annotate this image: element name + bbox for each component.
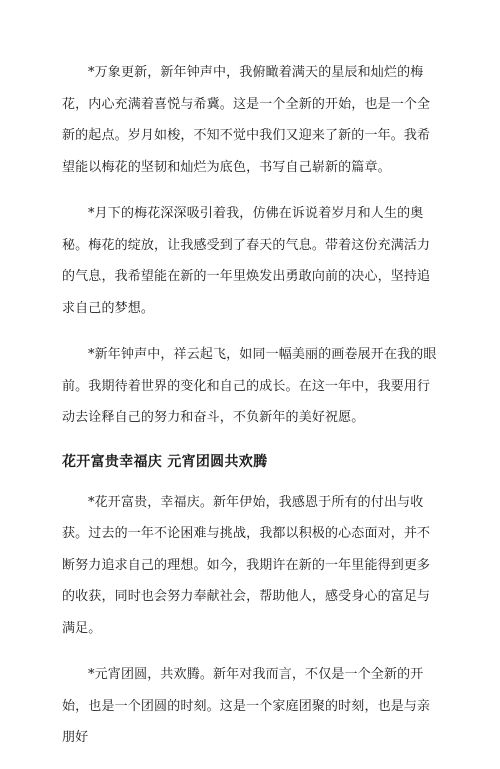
paragraph-plum-blossom: *月下的梅花深深吸引着我，仿佛在诉说着岁月和人生的奥秘。梅花的绽放，让我感受到了春天的气息。带着这份充满活力的气息，我希望能在新的一年里焕发出勇敢向前的决心，坚持追求自己的梦想。 — [62, 206, 431, 316]
section-heading: 花开富贵幸福庆 元宵团圆共欢腾 — [62, 453, 268, 470]
paragraph-lantern-reunion: *元宵团圆，共欢腾。新年对我而言，不仅是一个全新的开始，也是一个团圆的时刻。这是一个家庭团聚的时刻，也是与亲朋好 — [62, 667, 431, 745]
paragraph-prosperity: *花开富贵，幸福庆。新年伊始，我感恩于所有的付出与收获。过去的一年不论困难与挑战，我都以积极的心态面对，并不断努力追求自己的理想。如今，我期许在新的一年里能得到更多的收获，同时也会努力奉献社会，帮助他人，感受身心的富足与满足。 — [62, 494, 431, 636]
document-page — [62, 57, 438, 769]
paragraph-new-year-bells: *万象更新，新年钟声中，我俯瞰着满天的星辰和灿烂的梅花，内心充满着喜悦与希冀。这是一个全新的开始，也是一个全新的起点。岁月如梭，不知不觉中我们又迎来了新的一年。我希望能以梅花的坚韧和灿烂为底色，书写自己崭新的篇章。 — [62, 65, 431, 175]
paragraph-auspicious-clouds: *新年钟声中，祥云起飞，如同一幅美丽的画卷展开在我的眼前。我期待着世界的变化和自己的成长。在这一年中，我要用行动去诠释自己的努力和奋斗，不负新年的美好祝愿。 — [62, 347, 437, 425]
